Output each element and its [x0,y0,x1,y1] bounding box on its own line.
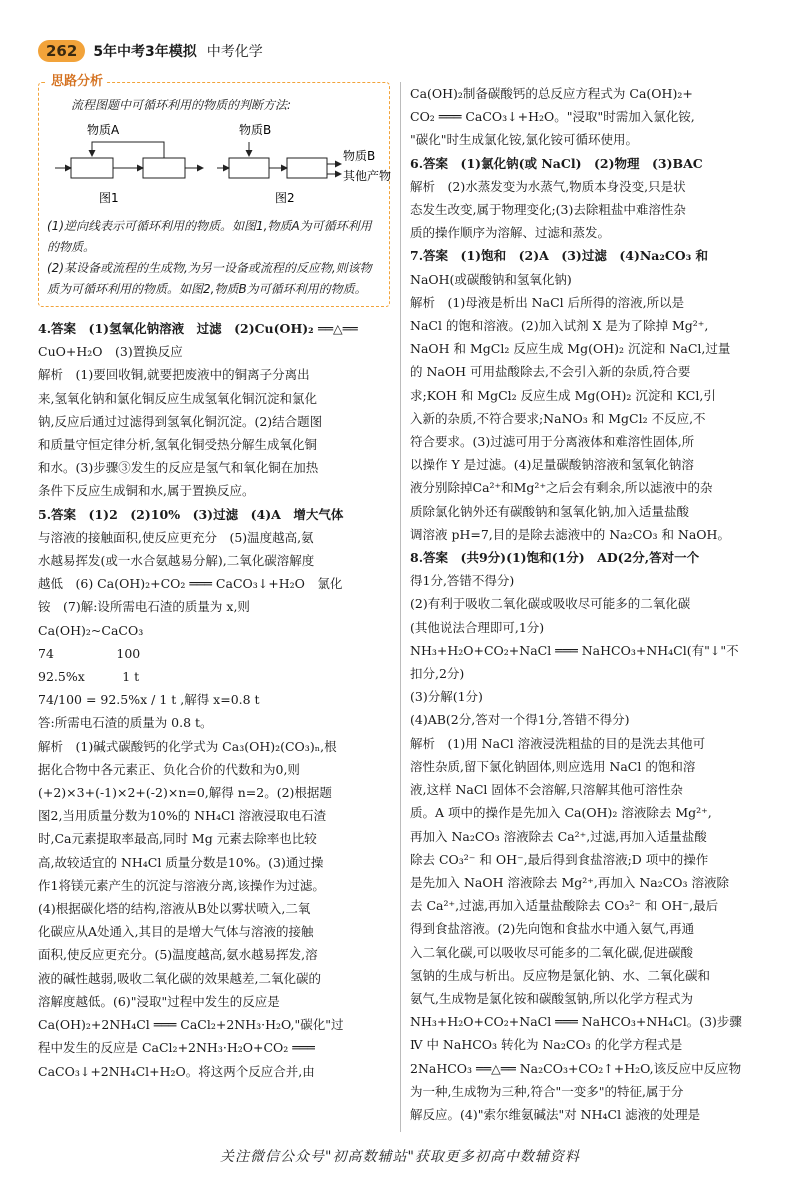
column-divider [400,82,401,1132]
right-line: 液,这样 NaCl 固体不会溶解,只溶解其他可溶性杂 [410,782,683,798]
left-line: 高,故较适宜的 NH₄Cl 质量分数是10%。(3)通过操 [38,854,324,870]
fig2-label-b: 物质B [239,123,272,137]
right-line: 8.答案 (共9分)(1)饱和(1分) AD(2分,答对一个 [410,550,700,566]
right-line: 解析 (1)母液是析出 NaCl 后所得的溶液,所以是 [410,294,685,310]
fig2-caption: 图2 [275,191,295,205]
right-line: 是先加入 NaOH 溶液除去 Mg²⁺,再加入 Na₂CO₃ 溶液除 [410,874,730,890]
right-line: 质。A 项中的操作是先加入 Ca(OH)₂ 溶液除去 Mg²⁺, [410,805,712,821]
left-line: CaCO₃↓+2NH₄Cl+H₂O。将这两个反应合并,由 [38,1063,315,1079]
fig2-out-b: 物质B [343,149,376,163]
left-line: 与溶液的接触面积,使反应更充分 (5)温度越高,氨 [38,529,314,545]
left-line: 据化合物中各元素正、负化合价的代数和为0,则 [38,761,300,777]
left-line: 铵 (7)解:设所需电石渣的质量为 x,则 [38,599,250,615]
left-line: 越低 (6) Ca(OH)₂+CO₂ ═══ CaCO₃↓+H₂O 氯化 [38,576,343,592]
analysis-box-title: 思路分析 [47,72,107,92]
analysis-rule-1: (1)逆向线表示可循环利用的物质。如图1,物质A为可循环利用的物质。 [47,219,372,254]
right-answer-text [410,82,766,1126]
left-line: CuO+H₂O (3)置换反应 [38,344,183,360]
right-line: (2)有利于吸收二氧化碳或吸收尽可能多的二氧化碳 [410,596,691,612]
left-line: 解析 (1)碱式碳酸钙的化学式为 Ca₃(OH)₂(CO₃)ₙ,根 [38,738,337,754]
right-line: 质除氯化钠外还有碳酸钠和氢氧化钠,加入适量盐酸 [410,503,689,519]
left-line: 溶解度越低。(6)"浸取"过程中发生的反应是 [38,993,280,1009]
left-line: 74/100 = 92.5%x / 1 t ,解得 x=0.8 t [38,692,260,708]
right-line: 符合要求。(3)过滤可用于分离液体和难溶性固体,所 [410,434,695,450]
right-line: (4)AB(2分,答对一个得1分,答错不得分) [410,712,630,728]
book-series: 5年中考3年模拟 [93,44,197,60]
right-line: 得1分,答错不得分) [410,573,515,589]
right-line: (其他说法合理即可,1分) [410,619,545,635]
left-answer-text [38,317,390,1083]
left-line: 5.答案 (1)2 (2)10% (3)过滤 (4)A 增大气体 [38,506,344,522]
flow-diagram [47,118,392,214]
right-line: Ⅳ 中 NaHCO₃ 转化为 Na₂CO₃ 的化学方程式是 [410,1037,683,1053]
analysis-box [38,74,392,307]
right-line: 2NaHCO₃ ══△══ Na₂CO₃+CO₂↑+H₂O,该反应中反应物 [410,1060,742,1076]
right-line: 为一种,生成物为三种,符合"一变多"的特征,属于分 [410,1083,684,1099]
right-line: 质的操作顺序为溶解、过滤和蒸发。 [410,225,611,241]
right-line: 除去 CO₃²⁻ 和 OH⁻,最后得到食盐溶液;D 项中的操作 [410,851,709,867]
left-line: (+2)×3+(-1)×2+(-2)×n=0,解得 n=2。(2)根据题 [38,785,332,801]
left-line: 和水。(3)步骤③发生的反应是氢气和氧化铜在加热 [38,460,319,476]
left-line: Ca(OH)₂+2NH₄Cl ═══ CaCl₂+2NH₃·H₂O,"碳化"过 [38,1017,344,1033]
right-line: NH₃+H₂O+CO₂+NaCl ═══ NaHCO₃+NH₄Cl(有"↓"不 [410,642,739,658]
fig1-caption: 图1 [99,191,119,205]
right-line: 态发生改变,属于物理变化;(3)去除粗盐中难溶性杂 [410,202,686,218]
left-line: 92.5%x 1 t [38,669,140,685]
left-line: 74 100 [38,645,141,661]
right-line: 去 Ca²⁺,过滤,再加入适量盐酸除去 CO₃²⁻ 和 OH⁻,最后 [410,898,719,914]
left-line: (4)根据碳化塔的结构,溶液从B处以雾状喷入,二氧 [38,901,311,917]
right-line: "碳化"时生成氯化铵,氯化铵可循环使用。 [410,132,638,148]
fig2-box-2 [287,158,327,178]
left-line: 作1将镁元素产生的沉淀与溶液分离,该操作为过滤。 [38,877,325,893]
left-line: 图2,当用质量分数为10%的 NH₄Cl 溶液浸取电石渣 [38,808,327,824]
left-line: 时,Ca元素提取率最高,同时 Mg 元素去除率也比较 [38,831,317,847]
left-line: 4.答案 (1)氢氧化钠溶液 过滤 (2)Cu(OH)₂ ══△══ [38,321,358,336]
page-header [38,38,263,64]
left-line: 程中发生的反应是 CaCl₂+2NH₃·H₂O+CO₂ ═══ [38,1040,315,1056]
left-line: 水越易挥发(或一水合氨越易分解),二氧化碳溶解度 [38,553,315,569]
right-line: 入新的杂质,不符合要求;NaNO₃ 和 MgCl₂ 不反应,不 [410,410,706,426]
fig2-box-1 [229,158,269,178]
right-line: 得到食盐溶液。(2)先向饱和食盐水中通入氨气,再通 [410,921,695,937]
page-number: 262 [38,40,85,62]
left-line: 答:所需电石渣的质量为 0.8 t。 [38,715,213,731]
left-line: 来,氢氧化钠和氯化铜反应生成氢氧化铜沉淀和氯化 [38,390,317,406]
right-line: 溶性杂质,留下氯化钠固体,则应选用 NaCl 的饱和溶 [410,758,696,774]
left-line: 条件下反应生成铜和水,属于置换反应。 [38,483,255,499]
right-line: 调溶液 pH=7,目的是除去滤液中的 Na₂CO₃ 和 NaOH。 [410,526,730,542]
right-line: 7.答案 (1)饱和 (2)A (3)过滤 (4)Na₂CO₃ 和 [410,248,709,264]
fig1-box-2 [143,158,185,178]
left-line: 钠,反应后通过过滤得到氢氧化铜沉淀。(2)结合题图 [38,413,323,429]
right-line: 液分别除掉Ca²⁺和Mg²⁺之后会有剩余,所以滤液中的杂 [410,480,713,496]
subject: 中考化学 [206,44,263,60]
fig1-box-1 [71,158,113,178]
right-line: 6.答案 (1)氯化钠(或 NaCl) (2)物理 (3)BAC [410,155,703,171]
footer-note: 关注微信公众号"初高数辅站"获取更多初高中数辅资料 [220,1149,580,1165]
right-line: 入二氧化碳,可以吸收尽可能多的二氧化碳,促进碳酸 [410,944,693,960]
right-line: 求;KOH 和 MgCl₂ 反应生成 Mg(OH)₂ 沉淀和 KCl,引 [410,387,716,403]
fig2-out-other: 其他产物 [343,169,392,183]
right-column [410,82,766,1126]
right-line: 以操作 Y 是过滤。(4)足量碳酸钠溶液和氢氧化钠溶 [410,457,694,473]
right-line: 解析 (2)水蒸发变为水蒸气,物质本身没变,只是状 [410,178,686,194]
right-line: 氨气,生成物是氯化铵和碳酸氢钠,所以化学方程式为 [410,990,693,1006]
left-line: Ca(OH)₂~CaCO₃ [38,622,144,638]
right-line: (3)分解(1分) [410,689,483,705]
analysis-intro: 流程图题中可循环利用的物质的判断方法: [71,98,292,112]
right-line: CO₂ ═══ CaCO₃↓+H₂O。"浸取"时需加入氯化铵, [410,109,695,125]
right-line: NaOH(或碳酸钠和氢氧化钠) [410,271,572,287]
left-column [38,74,392,1083]
right-line: 再加入 Na₂CO₃ 溶液除去 Ca²⁺,过滤,再加入适量盐酸 [410,828,707,844]
flow-figures [47,118,392,214]
left-line: 面积,使反应更充分。(5)温度越高,氨水越易挥发,溶 [38,947,318,963]
left-line: 解析 (1)要回收铜,就要把废液中的铜离子分离出 [38,367,310,383]
left-line: 和质量守恒定律分析,氢氧化铜受热分解生成氧化铜 [38,437,317,453]
right-line: 扣分,2分) [410,666,465,682]
right-line: 解析 (1)用 NaCl 溶液浸洗粗盐的目的是洗去其他可 [410,735,706,751]
right-line: NaCl 的饱和溶液。(2)加入试剂 X 是为了除掉 Mg²⁺, [410,318,709,334]
left-line: 化碳应从A处通入,其目的是增大气体与溶液的接触 [38,924,314,940]
right-line: NaOH 和 MgCl₂ 反应生成 Mg(OH)₂ 沉淀和 NaCl,过量 [410,341,731,357]
right-line: 解反应。(4)"索尔维氨碱法"对 NH₄Cl 滤液的处理是 [410,1106,701,1122]
analysis-rule-2: (2)某设备或流程的生成物,为另一设备或流程的反应物,则该物质为可循环利用的物质。如图2,物质B为可循环利用的物质。 [47,261,372,296]
right-line: NH₃+H₂O+CO₂+NaCl ═══ NaHCO₃+NH₄Cl。(3)步骤 [410,1014,742,1030]
right-line: 的 NaOH 可用盐酸除去,不会引入新的杂质,符合要 [410,364,691,380]
left-line: 液的碱性越弱,吸收二氧化碳的效果越差,二氧化碳的 [38,970,321,986]
right-line: 氢钠的生成与析出。反应物是氯化钠、水、二氧化碳和 [410,967,711,983]
fig1-label-a: 物质A [87,123,120,137]
right-line: Ca(OH)₂制备碳酸钙的总反应方程式为 Ca(OH)₂+ [410,86,693,101]
